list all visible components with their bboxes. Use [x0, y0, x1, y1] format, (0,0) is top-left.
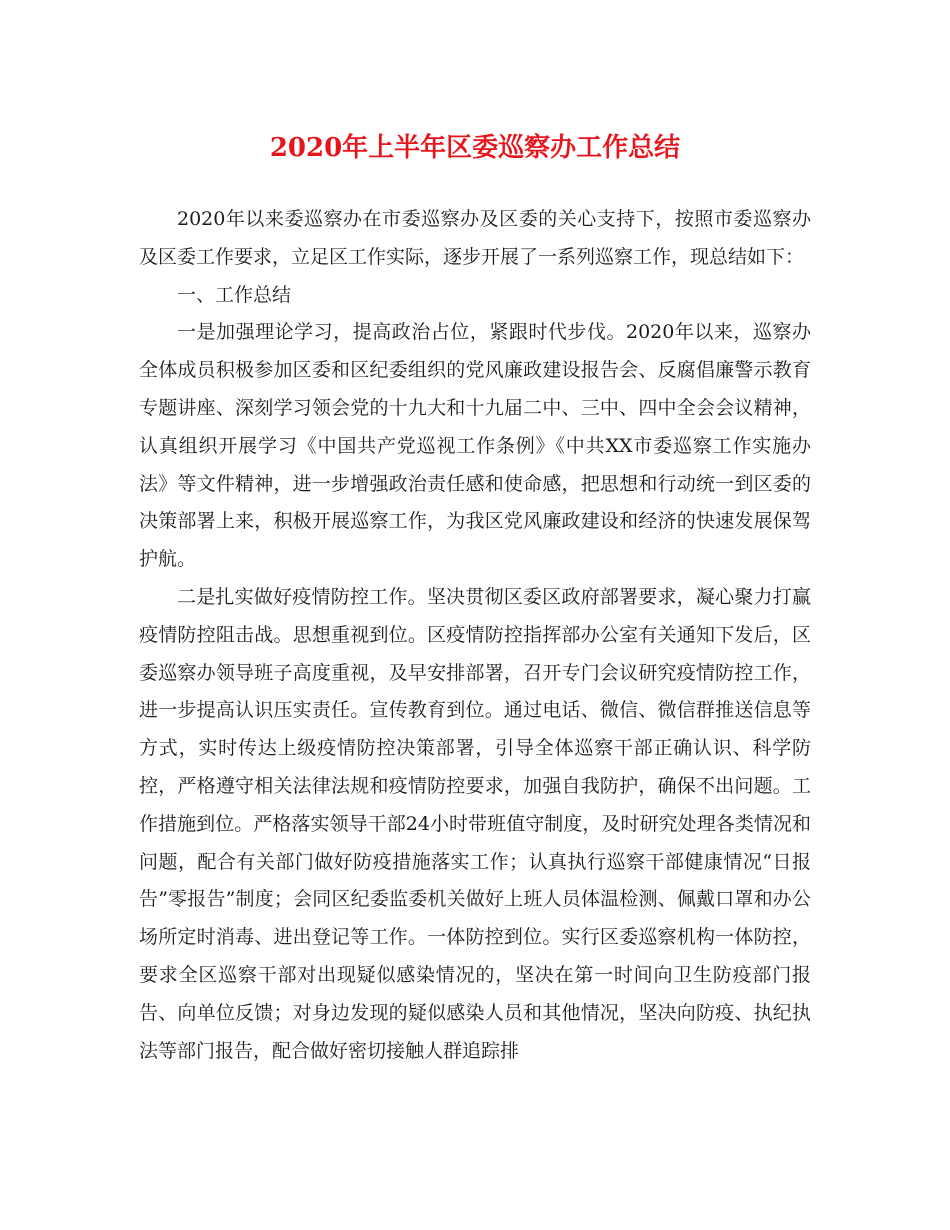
paragraph-theory-study: 一是加强理论学习，提高政治占位，紧跟时代步伐。2020年以来，巡察办全体成员积极参加区委和区纪委组织的党风廉政建设报告会、反腐倡廉警示教育专题讲座、深刻学习领会党的十九大和十九届二中、三中、四中全会会议精神，认真组织开展学习《中国共产党巡视工作条例》《中共XX市委巡察工作实施办法》等文件精神，进一步增强政治责任感和使命感，把思想和行动统一到区委的决策部署上来，积极开展巡察工作，为我区党风廉政建设和经济的快速发展保驾护航。 — [139, 321, 811, 571]
intro-paragraph: 2020年以来委巡察办在市委巡察办及区委的关心支持下，按照市委巡察办及区委工作要求，立足区工作实际，逐步开展了一系列巡察工作，现总结如下： — [139, 208, 811, 268]
document-title: 2020年上半年区委巡察办工作总结 — [269, 133, 681, 163]
section-heading: 一、工作总结 — [177, 283, 292, 306]
paragraph-epidemic-control: 二是扎实做好疫情防控工作。坚决贯彻区委区政府部署要求，凝心聚力打赢疫情防控阻击战。思想重视到位。区疫情防控指挥部办公室有关通知下发后，区委巡察办领导班子高度重视，及早安排部署，召开专门会议研究疫情防控工作，进一步提高认识压实责任。宣传教育到位。通过电话、微信、微信群推送信息等方式，实时传达上级疫情防控决策部署，引导全体巡察干部正确认识、科学防控，严格遵守相关法律法规和疫情防控要求，加强自我防护，确保不出问题。工作措施到位。严格落实领导干部24小时带班值守制度，及时研究处理各类情况和问题，配合有关部门做好防疫措施落实工作；认真执行巡察干部健康情况“日报告”零报告”制度；会同区纪委监委机关做好上班人员体温检测、佩戴口罩和办公场所定时消毒、进出登记等工作。一体防控到位。实行区委巡察机构一体防控，要求全区巡察干部对出现疑似感染情况的，坚决在第一时间向卫生防疫部门报告、向单位反馈；对身边发现的疑似感染人员和其他情况，坚决向防疫、执纪执法等部门报告，配合做好密切接触人群追踪排 — [139, 585, 811, 1062]
document-body — [139, 201, 811, 1070]
